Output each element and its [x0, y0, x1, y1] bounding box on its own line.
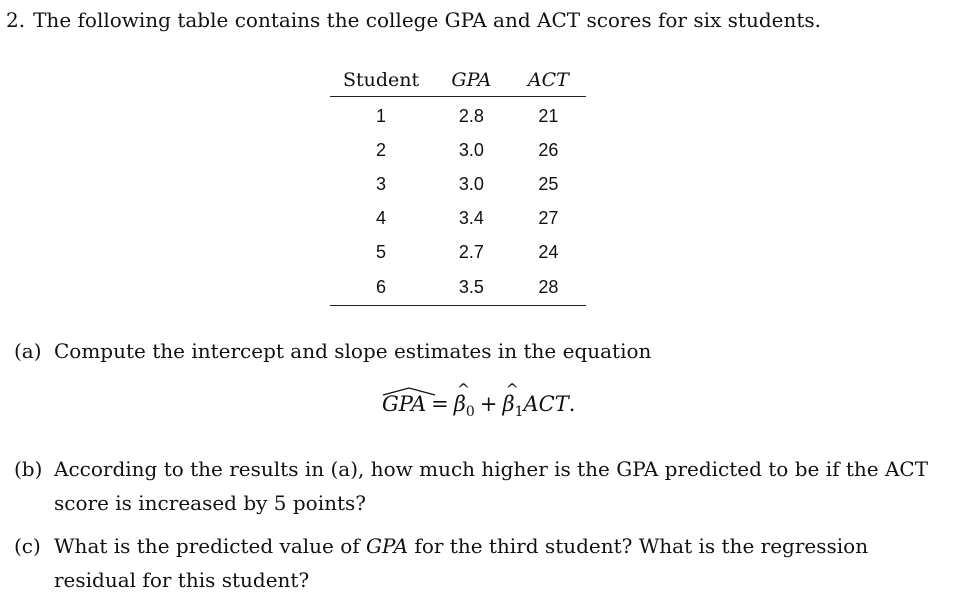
- cell-act: 24: [538, 241, 559, 262]
- cell-gpa: 3.0: [458, 173, 484, 194]
- hat-icon: ^: [505, 380, 519, 399]
- question-text: The following table contains the college GPA and ACT scores for six students.: [33, 8, 822, 32]
- regression-equation: [382, 380, 576, 421]
- table-row: [330, 97, 586, 134]
- table-row: [330, 167, 586, 201]
- header-act: ACT: [511, 64, 586, 97]
- cell-act: 27: [538, 207, 559, 228]
- cell-gpa: 3.0: [458, 139, 484, 160]
- table-row: [330, 235, 586, 269]
- beta0-subscript: 0: [465, 404, 475, 421]
- part-c: [14, 529, 930, 597]
- beta1-symbol: β: [502, 392, 515, 416]
- part-a: [14, 334, 930, 368]
- equals-sign: =: [431, 392, 449, 416]
- cell-gpa: 2.8: [458, 105, 484, 126]
- cell-student: 2: [376, 139, 387, 160]
- hat-icon: ^: [456, 380, 471, 399]
- wide-hat-icon: [382, 386, 436, 396]
- header-student: Student: [330, 64, 432, 97]
- cell-gpa: 3.4: [458, 207, 484, 228]
- equation-lhs: GPA: [382, 392, 427, 416]
- header-gpa: GPA: [432, 64, 511, 97]
- part-c-text-post: for the third student? What is the regression: [408, 534, 869, 558]
- equation-regressor: ACT: [523, 392, 569, 416]
- question-number: 2.: [6, 8, 26, 32]
- part-b: [14, 452, 930, 520]
- part-a-text: Compute the intercept and slope estimates in the equation: [54, 339, 652, 363]
- cell-student: 5: [376, 241, 387, 262]
- beta0-hat: [453, 380, 475, 421]
- plus-sign: +: [479, 392, 498, 416]
- beta1-hat: [502, 380, 524, 421]
- equation-period: .: [568, 392, 576, 416]
- cell-student: 3: [376, 173, 387, 194]
- part-a-label: (a): [14, 339, 42, 363]
- part-c-gpa-var: GPA: [366, 534, 409, 558]
- part-b-text-2: score is increased by 5 points?: [54, 491, 367, 515]
- cell-act: 26: [538, 139, 559, 160]
- part-b-line1: [14, 452, 930, 486]
- cell-gpa: 3.5: [432, 269, 511, 306]
- cell-student: 1: [376, 105, 387, 126]
- part-c-text-pre: What is the predicted value of: [54, 534, 367, 558]
- cell-act: 21: [538, 105, 559, 126]
- cell-act: 28: [511, 269, 586, 306]
- table-row: [330, 201, 586, 235]
- part-b-text-1: According to the results in (a), how much higher is the GPA predicted to be if the ACT: [54, 457, 929, 481]
- cell-student: 4: [376, 207, 387, 228]
- cell-student: 6: [330, 269, 432, 306]
- table-row: [330, 269, 586, 306]
- question-intro: [6, 7, 821, 33]
- part-c-line1: [14, 529, 930, 563]
- table-row: [330, 133, 586, 167]
- cell-gpa: 2.7: [458, 241, 484, 262]
- beta1-subscript: 1: [514, 404, 524, 421]
- gpa-hat: [382, 392, 426, 416]
- cell-act: 25: [538, 173, 559, 194]
- part-c-label: (c): [14, 534, 41, 558]
- beta0-symbol: β: [453, 392, 466, 416]
- table-header-row: [330, 64, 586, 97]
- part-c-text-2: residual for this student?: [54, 568, 310, 592]
- part-b-label: (b): [14, 457, 43, 481]
- gpa-act-table: [330, 64, 586, 306]
